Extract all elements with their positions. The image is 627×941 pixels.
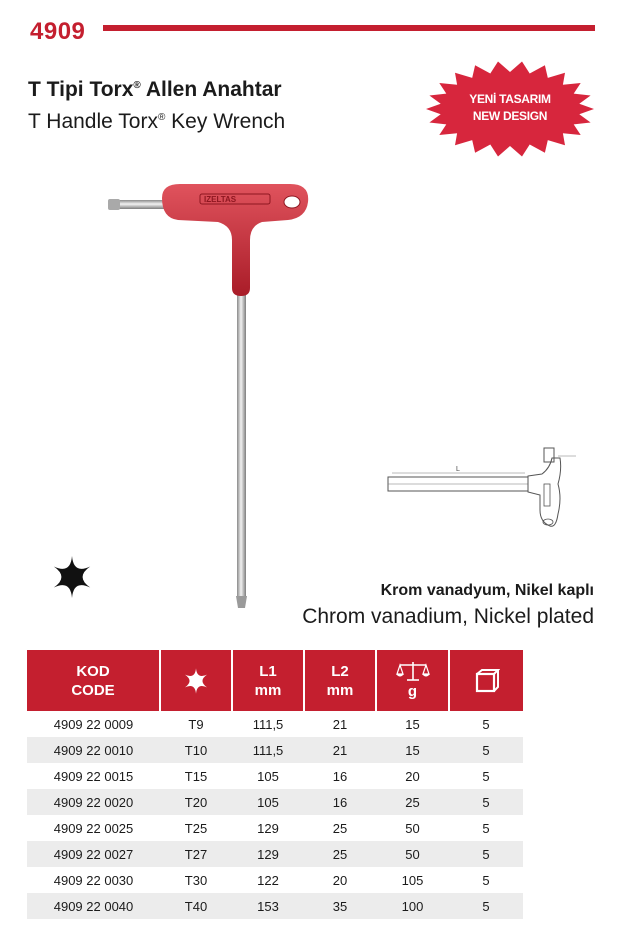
cell-pack: 5 xyxy=(482,716,490,732)
cell-l2: 16 xyxy=(304,789,376,815)
cell-weight: 25 xyxy=(376,789,449,815)
title-turkish-main: T Tipi Torx xyxy=(28,78,134,101)
table-row xyxy=(27,763,523,789)
title-english-suffix: Key Wrench xyxy=(165,110,286,133)
cell-code: 4909 22 0025 xyxy=(53,820,134,836)
torx-profile-icon xyxy=(50,555,94,599)
cell-weight: 15 xyxy=(405,716,420,732)
column-pack xyxy=(449,650,523,711)
registered-mark: ® xyxy=(157,112,166,123)
t-handle-wrench-image xyxy=(100,178,320,618)
box-icon xyxy=(474,668,500,694)
scale-icon xyxy=(396,660,430,682)
cell-pack: 5 xyxy=(449,841,523,867)
column-weight-unit: g xyxy=(407,683,418,700)
cell-weight: 50 xyxy=(376,841,449,867)
cell-size: T9 xyxy=(188,716,204,732)
cell-l1: 105 xyxy=(257,768,279,784)
column-l1 xyxy=(232,650,304,711)
cell-weight: 100 xyxy=(376,893,449,919)
cell-l2: 20 xyxy=(332,872,348,888)
cell-l2: 16 xyxy=(332,768,348,784)
cell-code: 4909 22 0040 xyxy=(27,893,160,919)
cell-l1: 129 xyxy=(232,841,304,867)
cell-pack: 5 xyxy=(449,893,523,919)
column-size xyxy=(160,650,232,711)
cell-l2: 25 xyxy=(332,820,348,836)
cell-weight: 50 xyxy=(405,820,420,836)
table-row xyxy=(27,737,523,763)
cell-l1: 129 xyxy=(257,820,279,836)
title-turkish-suffix: Allen Anahtar xyxy=(140,78,282,101)
cell-size: T20 xyxy=(160,789,232,815)
cell-l1: 111,5 xyxy=(252,716,284,732)
badge-line-2: NEW DESIGN xyxy=(472,109,548,123)
column-l2-label: L2 xyxy=(331,662,349,680)
product-code-number: 4909 xyxy=(30,18,86,45)
table-row xyxy=(27,893,523,919)
cell-size: T25 xyxy=(184,820,208,836)
column-l2-unit: mm xyxy=(326,681,354,699)
column-code-en: CODE xyxy=(71,681,115,699)
cell-weight: 15 xyxy=(376,737,449,763)
cell-code: 4909 22 0020 xyxy=(27,789,160,815)
cell-weight: 20 xyxy=(405,768,420,784)
table-row xyxy=(27,789,523,815)
cell-pack: 5 xyxy=(482,872,490,888)
registered-mark: ® xyxy=(133,80,141,91)
new-design-badge xyxy=(425,60,595,158)
torx-star-icon xyxy=(182,667,210,695)
cell-l1: 122 xyxy=(257,872,279,888)
column-l1-label: L1 xyxy=(259,662,277,680)
cell-size: T30 xyxy=(184,872,208,888)
column-l1-unit: mm xyxy=(254,681,282,699)
table-header-row xyxy=(27,650,523,711)
cell-size: T10 xyxy=(160,737,232,763)
handle-brand-text: IZELTAS xyxy=(204,195,237,204)
cell-code: 4909 22 0009 xyxy=(53,716,134,732)
material-turkish: Krom vanadyum, Nikel kaplı xyxy=(380,582,594,599)
cell-pack: 5 xyxy=(482,768,490,784)
cell-l2: 21 xyxy=(304,737,376,763)
column-code-tr: KOD xyxy=(76,662,110,680)
title-english xyxy=(28,110,285,134)
table-row xyxy=(27,815,523,841)
cell-code: 4909 22 0027 xyxy=(27,841,160,867)
cell-size: T27 xyxy=(160,841,232,867)
cell-pack: 5 xyxy=(482,820,490,836)
header-rule xyxy=(103,25,595,31)
cell-pack: 5 xyxy=(449,789,523,815)
column-code xyxy=(27,650,160,711)
column-weight xyxy=(376,650,449,711)
cell-code: 4909 22 0015 xyxy=(53,768,134,784)
table-row xyxy=(27,841,523,867)
cell-code: 4909 22 0030 xyxy=(53,872,134,888)
material-english: Chrom vanadium, Nickel plated xyxy=(302,605,594,628)
cell-code: 4909 22 0010 xyxy=(27,737,160,763)
table-row xyxy=(27,711,523,737)
table-row xyxy=(27,867,523,893)
cell-l1: 111,5 xyxy=(232,737,304,763)
schematic-length-label: L xyxy=(456,466,460,473)
cell-l2: 25 xyxy=(304,841,376,867)
badge-line-1: YENİ TASARIM xyxy=(469,92,551,106)
title-turkish xyxy=(28,78,282,102)
cell-weight: 105 xyxy=(401,872,424,888)
cell-l1: 105 xyxy=(232,789,304,815)
cell-l1: 153 xyxy=(232,893,304,919)
dimension-schematic xyxy=(380,440,580,540)
cell-size: T15 xyxy=(184,768,208,784)
cell-pack: 5 xyxy=(449,737,523,763)
specification-table xyxy=(27,650,523,919)
cell-size: T40 xyxy=(160,893,232,919)
cell-l2: 35 xyxy=(304,893,376,919)
column-l2 xyxy=(304,650,376,711)
title-english-main: T Handle Torx xyxy=(28,110,158,133)
cell-l2: 21 xyxy=(332,716,348,732)
